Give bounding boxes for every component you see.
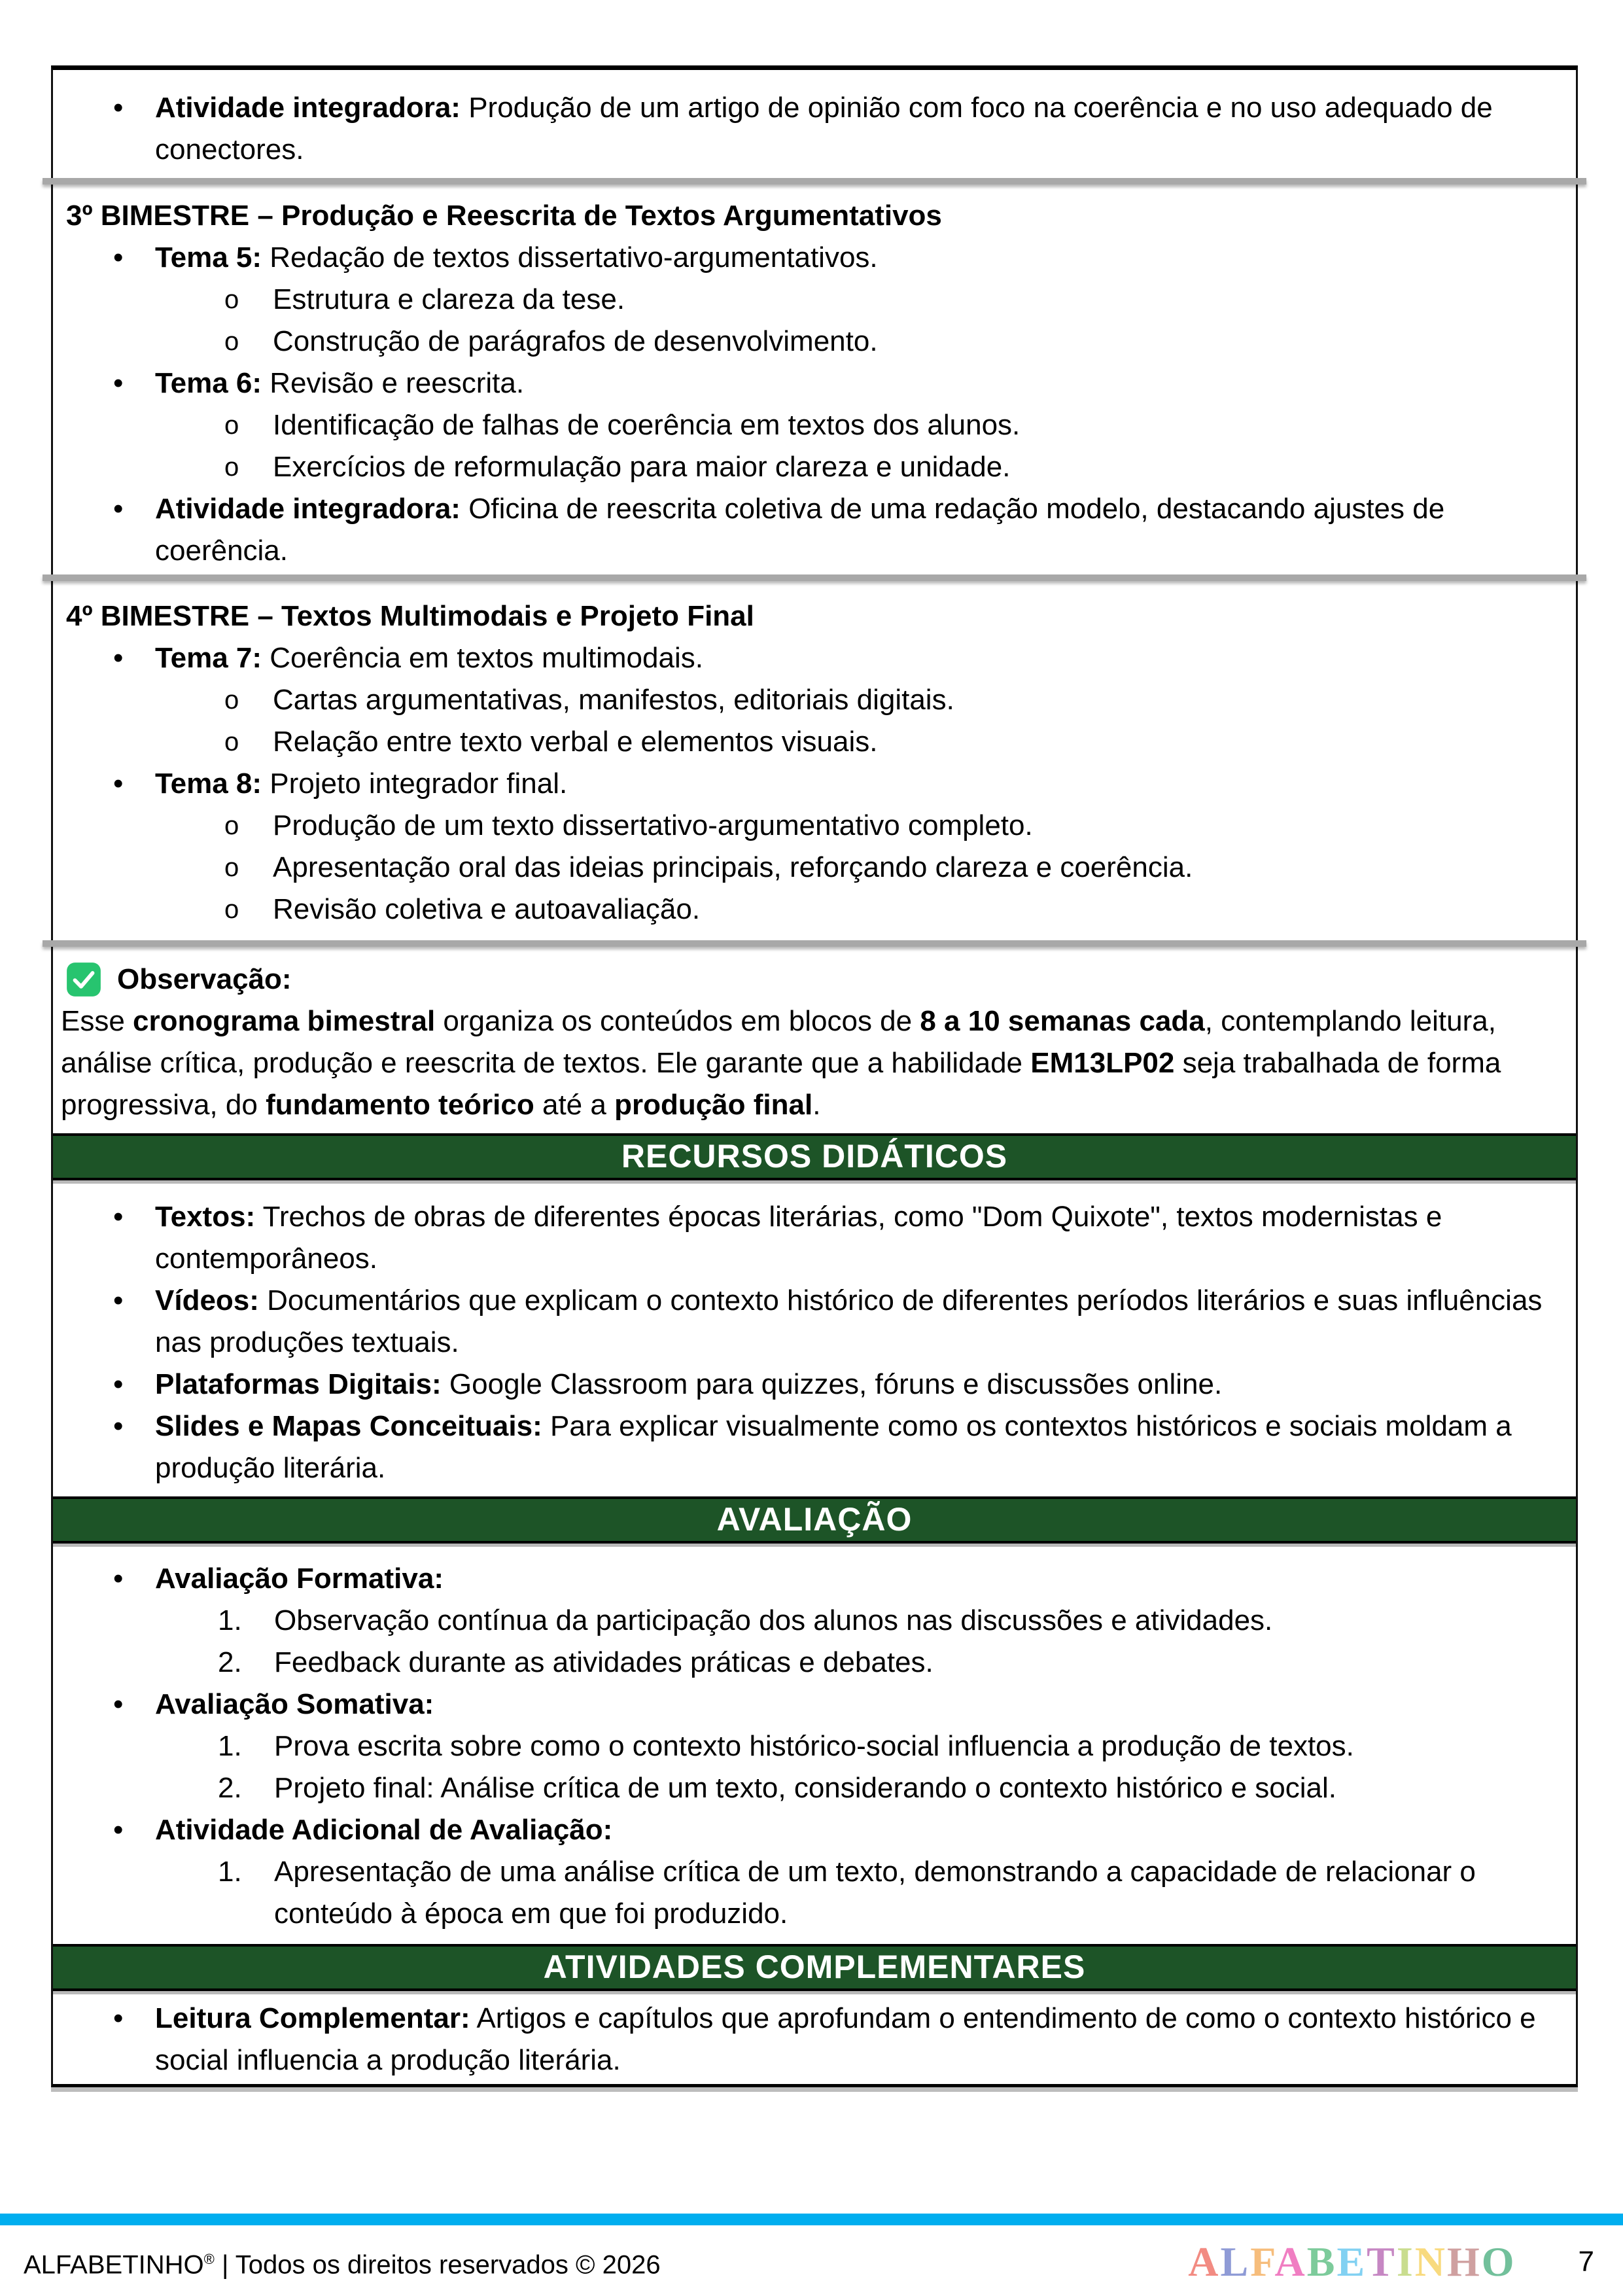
numbered-item: [53, 1767, 1576, 1809]
item-text: Apresentação de uma análise crítica de um texto, demonstrando a capacidade de relacionar o conteúdo à época em que foi produzido.: [274, 1856, 1476, 1930]
text-run: 8 a 10 semanas cada: [920, 1005, 1205, 1037]
list-item: [53, 362, 1576, 404]
logo-letter: E: [1336, 2238, 1367, 2285]
circle-marker-icon: [224, 847, 273, 889]
sub-item-text: Apresentação oral das ideias principais, reforçando clareza e coerência.: [273, 851, 1193, 883]
check-icon: [66, 962, 101, 997]
item-text: Google Classroom para quizzes, fóruns e discussões online.: [449, 1368, 1223, 1400]
group-label: Atividade Adicional de Avaliação:: [155, 1814, 613, 1846]
footer: [0, 2236, 1623, 2287]
logo-letter: F: [1250, 2238, 1275, 2285]
footer-brand: ALFABETINHO: [24, 2250, 204, 2280]
item-number: 2.: [218, 1772, 242, 1804]
circle-marker-icon: [224, 679, 273, 721]
bullet-marker-icon: [113, 763, 155, 805]
sub-item-text: Produção de um texto dissertativo-argumentativo completo.: [273, 809, 1033, 841]
section-title: 3º BIMESTRE – Produção e Reescrita de Textos Argumentativos: [66, 200, 942, 232]
item-text: Documentários que explicam o contexto histórico de diferentes períodos literários e suas influências nas produções textuais.: [155, 1284, 1543, 1358]
item-text: Observação contínua da participação dos alunos nas discussões e atividades.: [274, 1604, 1273, 1636]
text-run: , contemplando leitura, análise crítica, produção e reescrita de textos. Ele garante que a habilidade: [61, 1005, 1496, 1079]
item-number: 2.: [218, 1646, 242, 1678]
footer-rights-text: | Todos os direitos reservados © 2026: [214, 2250, 661, 2280]
list-item: [53, 1998, 1576, 2081]
item-text: Redação de textos dissertativo-argumentativos.: [270, 241, 878, 274]
row-divider: [43, 178, 1586, 185]
item-number: 1.: [218, 1856, 242, 1888]
bullet-marker-icon: [113, 1809, 155, 1851]
logo-letter: H: [1446, 2238, 1482, 2285]
bullet-marker-icon: [113, 1684, 155, 1725]
footer-accent-bar: [0, 2214, 1623, 2225]
item-text: Feedback durante as atividades práticas e debates.: [274, 1646, 934, 1678]
list-item: [53, 1809, 1576, 1851]
sub-list-item: [53, 279, 1576, 321]
list-item-text: [155, 87, 1576, 171]
bullet-marker-icon: [113, 637, 155, 679]
circle-marker-icon: [224, 404, 273, 446]
page-number: 7: [1578, 2246, 1594, 2278]
sub-list-item: [53, 321, 1576, 362]
footer-copyright: [24, 2238, 661, 2286]
text-run: EM13LP02: [1030, 1047, 1175, 1079]
sub-item-text: Exercícios de reformulação para maior clareza e unidade.: [273, 451, 1011, 483]
circle-marker-icon: [224, 889, 273, 930]
section-recursos: [53, 1180, 1576, 1496]
text-run: .: [812, 1089, 821, 1121]
section-bimestre-3: [53, 185, 1576, 574]
observacao-paragraph: [53, 1000, 1576, 1126]
item-label: Plataformas Digitais:: [155, 1368, 442, 1400]
text-run: Esse: [61, 1005, 133, 1037]
section-avaliacao: [53, 1544, 1576, 1944]
item-text: Produção de um artigo de opinião com foco na coerência e no uso adequado de conectores.: [155, 92, 1493, 166]
item-label: Slides e Mapas Conceituais:: [155, 1410, 542, 1442]
item-label: Vídeos:: [155, 1284, 259, 1316]
item-label: Atividade integradora:: [155, 493, 461, 525]
alfabetinho-logo: [1188, 2236, 1516, 2287]
bullet-marker-icon: [113, 488, 155, 530]
list-item: [53, 488, 1576, 572]
list-item: [53, 1558, 1576, 1600]
list-item: [53, 1280, 1576, 1364]
item-text: Projeto integrador final.: [270, 768, 568, 800]
logo-letter: A: [1188, 2238, 1221, 2285]
bullet-marker-icon: [113, 1280, 155, 1322]
group-label: Avaliação Somativa:: [155, 1688, 434, 1720]
sub-list-item: [53, 847, 1576, 889]
item-label: Tema 7:: [155, 642, 262, 674]
logo-letter: A: [1274, 2238, 1307, 2285]
registered-mark: ®: [203, 2250, 215, 2267]
banner-recursos-didaticos: RECURSOS DIDÁTICOS: [53, 1133, 1576, 1180]
text-run: seja trabalhada de forma progressiva, do: [61, 1047, 1501, 1121]
sub-item-text: Revisão coletiva e autoavaliação.: [273, 893, 701, 925]
sub-list-item: [53, 404, 1576, 446]
logo-letter: T: [1367, 2238, 1397, 2285]
logo-letter: I: [1396, 2238, 1415, 2285]
sub-list-item: [53, 679, 1576, 721]
item-label: Leitura Complementar:: [155, 2002, 470, 2034]
circle-marker-icon: [224, 721, 273, 763]
bullet-marker-icon: [113, 237, 155, 279]
text-run: fundamento teórico: [266, 1089, 534, 1121]
item-text: Oficina de reescrita coletiva de uma redação modelo, destacando ajustes de coerência.: [155, 493, 1445, 567]
section-carryover: [53, 70, 1576, 178]
bullet-marker-icon: [113, 1998, 155, 2040]
bullet-marker-icon: [113, 87, 155, 129]
list-item: [53, 637, 1576, 679]
bullet-marker-icon: [113, 1196, 155, 1238]
group-label: Avaliação Formativa:: [155, 1563, 444, 1595]
logo-letter: N: [1414, 2238, 1447, 2285]
text-run: até a: [534, 1089, 615, 1121]
observacao-header: [53, 959, 1576, 1000]
numbered-item: [53, 1600, 1576, 1642]
logo-letter: O: [1481, 2238, 1516, 2285]
observacao-title: Observação:: [117, 963, 292, 995]
item-text: Artigos e capítulos que aprofundam o entendimento de como o contexto histórico e social influencia a produção literária.: [155, 2002, 1536, 2076]
sub-item-text: Estrutura e clareza da tese.: [273, 283, 625, 315]
list-item: [53, 1196, 1576, 1280]
banner-atividades-complementares: ATIVIDADES COMPLEMENTARES: [53, 1944, 1576, 1991]
item-label: Tema 8:: [155, 768, 262, 800]
sub-list-item: [53, 721, 1576, 763]
text-run: cronograma bimestral: [133, 1005, 436, 1037]
text-run: organiza os conteúdos em blocos de: [435, 1005, 920, 1037]
sub-list-item: [53, 446, 1576, 488]
list-item: [53, 1684, 1576, 1725]
section-observacao: [53, 947, 1576, 1133]
lesson-plan-table: [51, 65, 1578, 2087]
item-label: Textos:: [155, 1201, 256, 1233]
sub-item-text: Construção de parágrafos de desenvolvimento.: [273, 325, 878, 357]
list-item: [53, 87, 1576, 171]
item-text: Prova escrita sobre como o contexto histórico-social influencia a produção de textos.: [274, 1730, 1354, 1762]
list-item: [53, 237, 1576, 279]
banner-avaliacao: AVALIAÇÃO: [53, 1496, 1576, 1544]
list-item: [53, 1405, 1576, 1489]
item-text: Revisão e reescrita.: [270, 367, 525, 399]
item-label: Tema 5:: [155, 241, 262, 274]
sub-item-text: Identificação de falhas de coerência em textos dos alunos.: [273, 409, 1021, 441]
list-item: [53, 1364, 1576, 1405]
logo-letter: L: [1220, 2238, 1251, 2285]
logo-letter: B: [1306, 2238, 1337, 2285]
numbered-item: [53, 1725, 1576, 1767]
list-item: [53, 763, 1576, 805]
section-complementares: [53, 1991, 1576, 2084]
item-number: 1.: [218, 1604, 242, 1636]
item-text: Coerência em textos multimodais.: [270, 642, 703, 674]
item-text: Projeto final: Análise crítica de um texto, considerando o contexto histórico e social.: [274, 1772, 1336, 1804]
circle-marker-icon: [224, 279, 273, 321]
numbered-item: [53, 1851, 1576, 1935]
circle-marker-icon: [224, 446, 273, 488]
bullet-marker-icon: [113, 1364, 155, 1405]
numbered-item: [53, 1642, 1576, 1684]
item-label: Atividade integradora:: [155, 92, 461, 124]
text-run: produção final: [614, 1089, 813, 1121]
sub-list-item: [53, 805, 1576, 847]
section-bimestre-4: [53, 581, 1576, 940]
item-text: Trechos de obras de diferentes épocas literárias, como "Dom Quixote", textos modernistas e contemporâneos.: [155, 1201, 1442, 1275]
bullet-marker-icon: [113, 1558, 155, 1600]
sub-item-text: Cartas argumentativas, manifestos, editoriais digitais.: [273, 684, 954, 716]
row-divider: [43, 574, 1586, 581]
item-text: Para explicar visualmente como os contextos históricos e sociais moldam a produção literária.: [155, 1410, 1512, 1484]
section-title: 4º BIMESTRE – Textos Multimodais e Projeto Final: [66, 600, 754, 632]
sub-list-item: [53, 889, 1576, 930]
bullet-marker-icon: [113, 362, 155, 404]
bullet-marker-icon: [113, 1405, 155, 1447]
circle-marker-icon: [224, 805, 273, 847]
item-number: 1.: [218, 1730, 242, 1762]
item-label: Tema 6:: [155, 367, 262, 399]
circle-marker-icon: [224, 321, 273, 362]
sub-item-text: Relação entre texto verbal e elementos visuais.: [273, 726, 878, 758]
row-divider: [43, 940, 1586, 947]
